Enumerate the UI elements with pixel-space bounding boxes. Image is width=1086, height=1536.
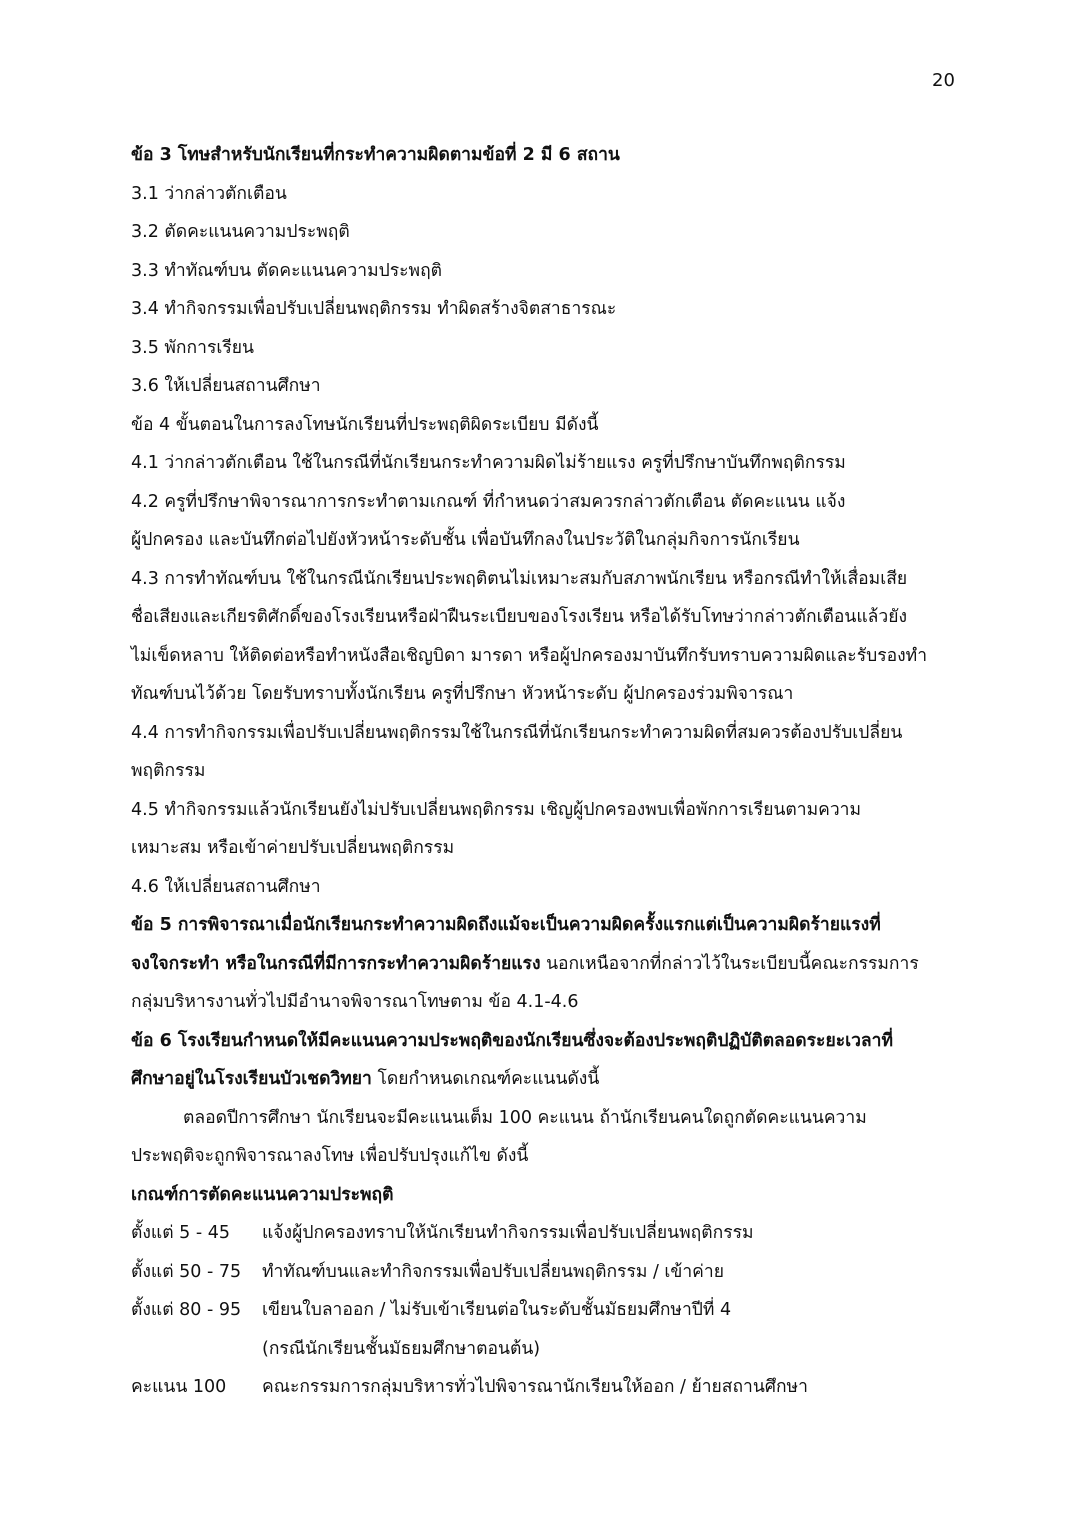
section-4-line: พฤติกรรม: [131, 761, 206, 781]
criteria-description: ทำทัณฑ์บนและทำกิจกรรมเพื่อปรับเปลี่ยนพฤติกรรม / เข้าค่าย: [262, 1261, 724, 1282]
criteria-range: คะแนน 100: [131, 1377, 227, 1397]
section-4-heading: ข้อ 4 ขั้นตอนในการลงโทษนักเรียนที่ประพฤติผิดระเบียบ มีดังนี้: [131, 414, 599, 435]
page-number: 20: [932, 70, 955, 91]
criteria-range: ตั้งแต่ 50 - 75: [131, 1261, 242, 1282]
criteria-row: [131, 1330, 961, 1369]
section-4-line: ชื่อเสียงและเกียรติศักดิ์ของโรงเรียนหรือฝ่าฝืนระเบียบของโรงเรียน หรือได้รับโทษว่ากล่าวตักเตือนแล้วยัง: [131, 607, 908, 627]
section-6-text: โดยกำหนดเกณฑ์คะแนนดังนี้: [371, 1069, 600, 1089]
criteria-description: เขียนใบลาออก / ไม่รับเข้าเรียนต่อในระดับชั้นมัธยมศึกษาปีที่ 4: [262, 1300, 732, 1320]
section-4-line: 4.4 การทำกิจกรรมเพื่อปรับเปลี่ยนพฤติกรรมใช้ในกรณีที่นักเรียนกระทำความผิดที่สมควรต้องปรับเปลี่ยน: [131, 722, 903, 743]
section-4-line: ทัณฑ์บนไว้ด้วย โดยรับทราบทั้งนักเรียน ครูที่ปรึกษา หัวหน้าระดับ ผู้ปกครองร่วมพิจารณา: [131, 684, 794, 704]
section-3-item: 3.4 ทำกิจกรรมเพื่อปรับเปลี่ยนพฤติกรรม ทำผิดสร้างจิตสาธารณะ: [131, 299, 617, 319]
section-3-item: 3.1 ว่ากล่าวตักเตือน: [131, 183, 287, 204]
criteria-row: [131, 1291, 961, 1330]
section-3-item: 3.5 พักการเรียน: [131, 337, 254, 358]
section-3-item: 3.6 ให้เปลี่ยนสถานศึกษา: [131, 376, 321, 396]
criteria-heading: เกณฑ์การตัดคะแนนความประพฤติ: [131, 1184, 394, 1205]
section-4-line: 4.5 ทำกิจกรรมแล้วนักเรียนยังไม่ปรับเปลี่ยนพฤติกรรม เชิญผู้ปกครองพบเพื่อพักการเรียนตามความ: [131, 799, 862, 820]
section-6-heading-line-1: ข้อ 6 โรงเรียนกำหนดให้มีคะแนนความประพฤติของนักเรียนซึ่งจะต้องประพฤติปฏิบัติตลอดระยะเวลาที่: [131, 1030, 894, 1051]
section-4-line: เหมาะสม หรือเข้าค่ายปรับเปลี่ยนพฤติกรรม: [131, 838, 455, 858]
section-4-line: ผู้ปกครอง และบันทึกต่อไปยังหัวหน้าระดับชั้น เพื่อบันทึกลงในประวัติในกลุ่มกิจการนักเรียน: [131, 530, 800, 550]
section-6-paragraph-line-1: ตลอดปีการศึกษา นักเรียนจะมีคะแนนเต็ม 100 คะแนน ถ้านักเรียนคนใดถูกตัดคะแนนความ: [183, 1107, 867, 1128]
section-4-line: 4.6 ให้เปลี่ยนสถานศึกษา: [131, 876, 321, 897]
criteria-range: [131, 1330, 262, 1369]
section-4-line: 4.3 การทำทัณฑ์บน ใช้ในกรณีนักเรียนประพฤติตนไม่เหมาะสมกับสภาพนักเรียน หรือกรณีทำให้เสื่อมเสีย: [131, 568, 908, 589]
section-6-heading-line-2: ศึกษาอยู่ในโรงเรียนบัวเชดวิทยา: [131, 1069, 372, 1089]
section-5-line-3: กลุ่มบริหารงานทั่วไปมีอำนาจพิจารณาโทษตาม ข้อ 4.1-4.6: [131, 992, 579, 1012]
criteria-description: (กรณีนักเรียนชั้นมัธยมศึกษาตอนต้น): [262, 1338, 541, 1359]
criteria-range: ตั้งแต่ 80 - 95: [131, 1300, 242, 1320]
criteria-description: แจ้งผู้ปกครองทราบให้นักเรียนทำกิจกรรมเพื่อปรับเปลี่ยนพฤติกรรม: [262, 1223, 754, 1243]
section-5-heading-line-1: ข้อ 5 การพิจารณาเมื่อนักเรียนกระทำความผิดถึงแม้จะเป็นความผิดครั้งแรกแต่เป็นความผิดร้ายแรงที่: [131, 915, 881, 935]
section-3-item: 3.3 ทำทัณฑ์บน ตัดคะแนนความประพฤติ: [131, 260, 443, 281]
section-4-line: ไม่เข็ดหลาบ ให้ติดต่อหรือทำหนังสือเชิญบิดา มารดา หรือผู้ปกครองมาบันทึกรับทราบความผิดและรับรองทำ: [131, 645, 928, 666]
criteria-description: คณะกรรมการกลุ่มบริหารทั่วไปพิจารณานักเรียนให้ออก / ย้ายสถานศึกษา: [262, 1377, 808, 1397]
criteria-row: [131, 1253, 961, 1292]
section-3-item: 3.2 ตัดคะแนนความประพฤติ: [131, 222, 350, 242]
section-5-text: นอกเหนือจากที่กล่าวไว้ในระเบียบนี้คณะกรรมการ: [540, 953, 919, 974]
section-3-heading: ข้อ 3 โทษสำหรับนักเรียนที่กระทำความผิดตามข้อที่ 2 มี 6 สถาน: [131, 145, 620, 165]
criteria-range: ตั้งแต่ 5 - 45: [131, 1223, 230, 1243]
criteria-row: [131, 1214, 961, 1253]
section-6-line-2: [131, 1060, 961, 1099]
section-4-line: 4.2 ครูที่ปรึกษาพิจารณาการกระทำตามเกณฑ์ ที่กำหนดว่าสมควรกล่าวตักเตือน ตัดคะแนน แจ้ง: [131, 491, 846, 512]
document-body: [131, 136, 961, 1407]
section-4-line: 4.1 ว่ากล่าวตักเตือน ใช้ในกรณีที่นักเรียนกระทำความผิดไม่ร้ายแรง ครูที่ปรึกษาบันทึกพฤติกรรม: [131, 453, 846, 473]
criteria-row: [131, 1368, 961, 1407]
section-5-heading-line-2: จงใจกระทำ หรือในกรณีที่มีการกระทำความผิดร้ายแรง: [131, 953, 541, 974]
section-6-paragraph-line-2: ประพฤติจะถูกพิจารณาลงโทษ เพื่อปรับปรุงแก้ไข ดังนี้: [131, 1146, 529, 1166]
section-5-line-2: [131, 945, 961, 984]
